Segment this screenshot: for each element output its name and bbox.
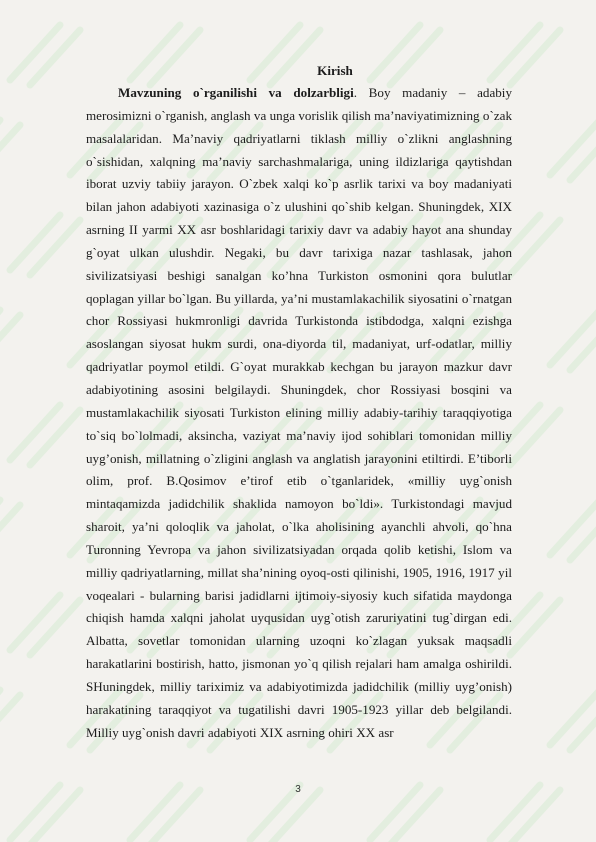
lead-phrase: Mavzuning o`rganilishi va dolzarbligi: [118, 85, 354, 100]
watermark-stroke: [0, 500, 20, 560]
watermark-stroke: [10, 25, 80, 85]
document-page: [86, 48, 512, 744]
watermark-stroke: [550, 500, 596, 560]
watermark-stroke: [10, 215, 80, 275]
watermark-stroke: [10, 405, 80, 465]
paragraph-text: . Boy madaniy – adabiy merosimizni o`rganish, anglash va unga vorislik qilish ma’naviyatimizning o`zak masalalaridan. Ma’naviy qadriyatlarni tiklash milliy o`zlikni anglashning o`sishidan, xalqning ma’naviy sarchashmalariga, uning ildizlariga qaytishdan iborat uzviy tabiiy jarayon. O`zbek xalqi ko`p asrlik tarixi va boy madaniyati bilan jahon adabiyoti xazinasiga o`z ulushini qo`shib kelgan. Shuningdek, XIX asrning II yarmi XX asr boshlaridagi tarixiy davr va adabiy hayot ana shunday g`oyat ulkan ulushdir. Negaki, bu davr tarixiga nazar tashlasak, jahon sivilizatsiyasi beshigi sanalgan ko’hna Turkiston osmonini qora bulutlar qoplagan yillar bo`lgan. Bu yillarda, ya’ni mustamlakachilik siyosatini o`rnatgan chor Rossiyasi hukmronligi davrida Turkistonda istibdodga, xalqni ezishga asoslangan siyosat hukm surdi, ona-diyorda til, madaniyat, urf-odatlar, milliy qadriyatlar poymol etildi. G`oyat murakkab kechgan bu jarayon mazkur davr adabiyotining asosini belgilaydi. Shuningdek, chor Rossiyasi bosqini va mustamlakachilik siyosati Turkiston elining milliy adabiy-tarihiy taraqqiyotiga to`siq bo`lolmadi, aksincha, vaziyat ma’naviy ijod sohiblari tomonidan milliy uyg’onish, millatning o`zligini anglash va anglatish jarayonini etiltirdi. E’tiborli olim, prof. B.Qosimov e’tirof etib o`tganlaridek, «milliy uyg`onish mintaqamizda jadidchilik shaklida namoyon bo`ldi». Turkistondagi mavjud sharoit, ya’ni qoloqlik va jaholat, o`lka aholisining ayanchli ahvoli, qo`hna Turonning Yevropa va jahon sivilizatsiyadan orqada qolib ketishi, Islom va milliy qadriyatlarning, millat sha’nining oyoq-osti qilinishi, 1905, 1916, 1917 yil voqealari - bularning barisi jadidlarni ijtimoiy-siyosiy kuch sifatida maydonga chiqish hamda xalqni jaholat uyqusidan uyg`otish zaruriyatini tug`dirgan edi. Albatta, sovetlar tomonidan ularning uzoqni ko`zlagan yuksak maqsadli harakatlarini bostirish, hatto, jismonan yo`q qilish rejalari ham amalga oshirildi. SHuningdek, milliy tariximiz va adabiyotimizda jadidchilik (milliy uyg’onish) harakatining taraqqiyot va tugatilishi davri 1905-1923 yillar deb belgilandi. Milliy uyg`onish davri adabiyoti XIX asrning ohiri XX asr: [86, 85, 512, 740]
watermark-stroke: [550, 310, 596, 370]
watermark-stroke: [550, 120, 596, 180]
page-number: 3: [295, 784, 301, 795]
intro-paragraph: [86, 82, 512, 744]
watermark-stroke: [550, 690, 596, 750]
watermark-stroke: [0, 310, 20, 370]
watermark-stroke: [0, 120, 20, 180]
watermark-stroke: [0, 690, 20, 750]
section-heading: Kirish: [317, 63, 353, 78]
watermark-stroke: [10, 595, 80, 655]
